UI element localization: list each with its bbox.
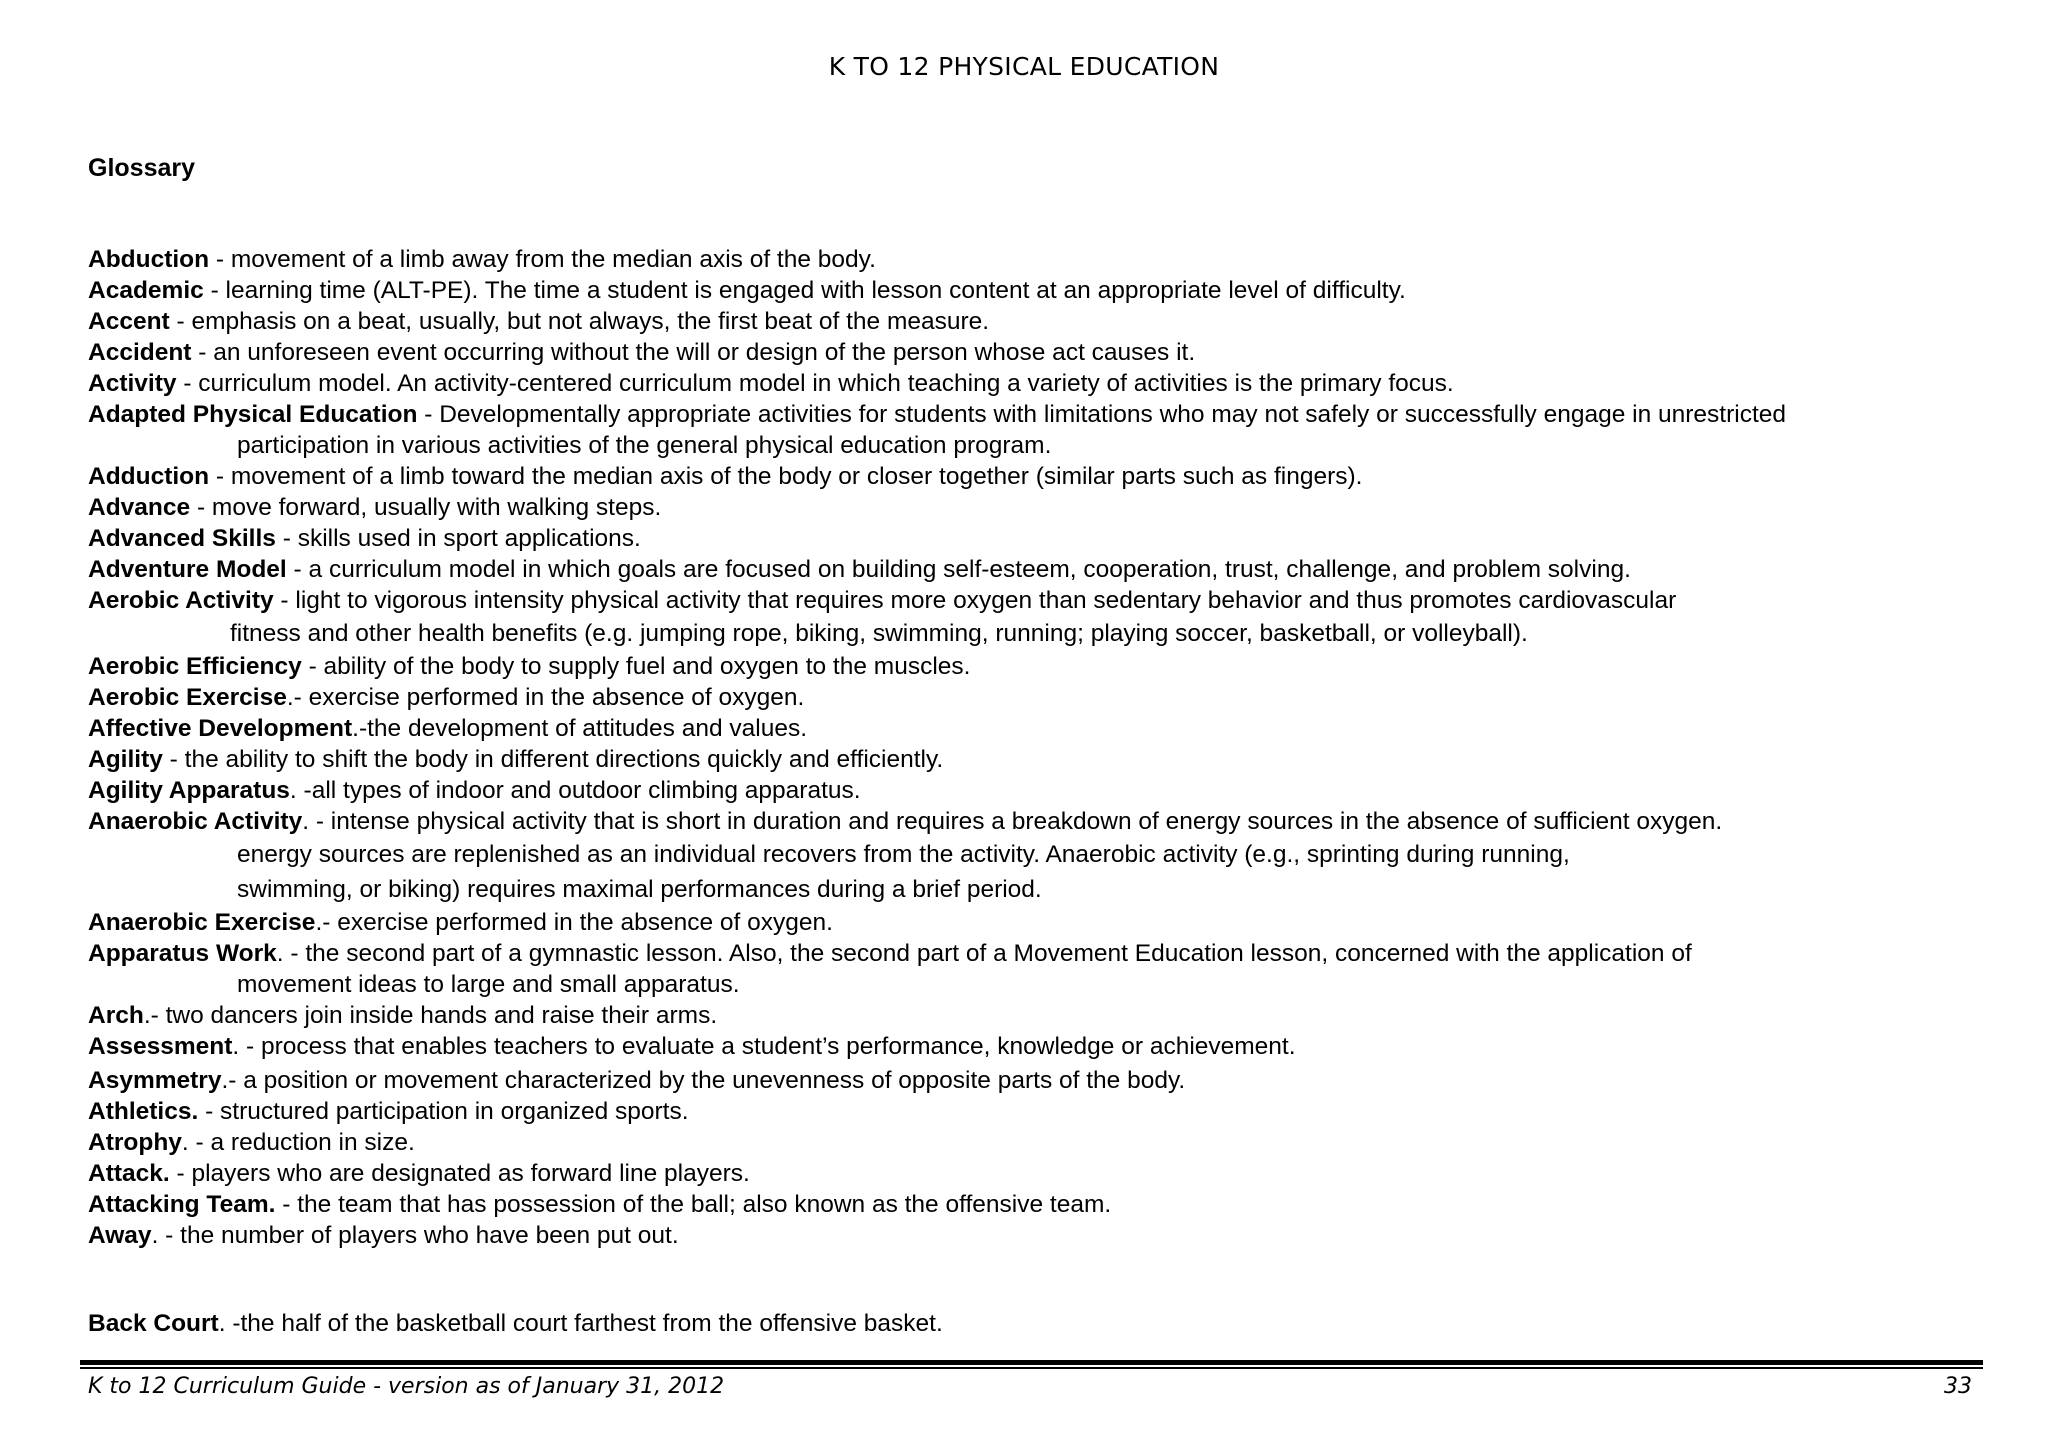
glossary-term: Asymmetry <box>88 1067 222 1094</box>
glossary-definition: - movement of a limb toward the median axis of the body or closer together (similar parts such as fingers). <box>209 463 1363 490</box>
glossary-entry <box>88 1065 1988 1096</box>
glossary-term: Atrophy <box>88 1129 182 1156</box>
glossary-entry <box>88 1096 1988 1127</box>
glossary-definition: - Developmentally appropriate activities for students with limitations who may not safely or successfully engage in unrestricted <box>417 401 1787 428</box>
glossary-definition: . - intense physical activity that is short in duration and requires a breakdown of energy sources in the absence of sufficient oxygen. <box>302 808 1723 835</box>
glossary-term: Anaerobic Activity <box>88 808 303 835</box>
glossary-entry <box>88 306 1988 337</box>
glossary-definition: . -the half of the basketball court farthest from the offensive basket. <box>218 1310 943 1337</box>
glossary-term: Adapted Physical Education <box>88 401 418 428</box>
glossary-term: Arch <box>88 1002 144 1029</box>
glossary-entry <box>88 1220 1988 1251</box>
glossary-term: Away <box>88 1222 152 1249</box>
glossary-entry <box>88 585 1988 616</box>
page-number: 33 <box>1944 1374 1972 1399</box>
glossary-definition: . -all types of indoor and outdoor climbing apparatus. <box>289 777 861 804</box>
glossary-entry <box>88 461 1988 492</box>
glossary-definition-continuation: movement ideas to large and small apparatus. <box>237 971 740 998</box>
glossary-term: Aerobic Efficiency <box>88 653 302 680</box>
glossary-entry <box>88 275 1988 306</box>
glossary-definition: - the ability to shift the body in different directions quickly and efficiently. <box>162 746 944 773</box>
glossary-definition: - move forward, usually with walking steps. <box>190 494 662 521</box>
glossary-definition: - curriculum model. An activity-centered curriculum model in which teaching a variety of activities is the primary focus. <box>176 370 1454 397</box>
glossary-definition: . - process that enables teachers to evaluate a student’s performance, knowledge or achievement. <box>232 1033 1296 1060</box>
glossary-entry <box>88 651 1988 682</box>
glossary-term: Attacking Team. <box>88 1191 276 1218</box>
glossary-term: Activity <box>88 370 177 397</box>
glossary-entry <box>88 938 1988 969</box>
glossary-entry <box>88 368 1988 399</box>
glossary-term: Aerobic Exercise <box>88 684 287 711</box>
footer-guide-version: K to 12 Curriculum Guide - version as of January 31, 2012 <box>88 1374 725 1399</box>
glossary-entry <box>88 744 1988 775</box>
glossary-list <box>88 244 1988 1339</box>
glossary-term: Abduction <box>88 246 210 273</box>
glossary-definition: - the team that has possession of the ball; also known as the offensive team. <box>275 1191 1112 1218</box>
glossary-entry <box>88 244 1988 275</box>
glossary-definition: - learning time (ALT-PE). The time a student is engaged with lesson content at an appropriate level of difficulty. <box>203 277 1406 304</box>
glossary-term: Adduction <box>88 463 210 490</box>
glossary-entry <box>88 1308 1988 1339</box>
glossary-entry <box>88 907 1988 938</box>
glossary-definition: . - the second part of a gymnastic lesson. Also, the second part of a Movement Education lesson, concerned with the application of <box>276 940 1692 967</box>
glossary-definition: - an unforeseen event occurring without the will or design of the person whose act causes it. <box>191 339 1196 366</box>
glossary-entry <box>88 1127 1988 1158</box>
glossary-definition: - a curriculum model in which goals are focused on building self-esteem, cooperation, trust, challenge, and problem solving. <box>286 556 1631 583</box>
glossary-term: Agility Apparatus <box>88 777 290 804</box>
glossary-term: Adventure Model <box>88 556 287 583</box>
glossary-definition: .- two dancers join inside hands and raise their arms. <box>143 1002 718 1029</box>
glossary-definition: . - the number of players who have been put out. <box>151 1222 679 1249</box>
glossary-term: Athletics. <box>88 1098 199 1125</box>
glossary-entry <box>88 492 1988 523</box>
glossary-definition: .- exercise performed in the absence of oxygen. <box>286 684 805 711</box>
glossary-definition: - players who are designated as forward line players. <box>169 1160 750 1187</box>
glossary-entry <box>88 682 1988 713</box>
glossary-definition: - emphasis on a beat, usually, but not always, the first beat of the measure. <box>169 308 990 335</box>
page-header: K TO 12 PHYSICAL EDUCATION <box>828 52 1220 81</box>
section-heading: Glossary <box>88 154 196 182</box>
glossary-entry <box>88 806 1988 837</box>
glossary-entry <box>88 775 1988 806</box>
glossary-term: Accent <box>88 308 170 335</box>
glossary-definition-continuation: energy sources are replenished as an individual recovers from the activity. Anaerobic activity (e.g., sprinting during running, <box>237 841 1570 868</box>
glossary-definition: .- a position or movement characterized by the unevenness of opposite parts of the body. <box>221 1067 1186 1094</box>
glossary-term: Anaerobic Exercise <box>88 909 316 936</box>
glossary-definition: - structured participation in organized sports. <box>198 1098 689 1125</box>
glossary-term: Advance <box>88 494 191 521</box>
glossary-definition: - skills used in sport applications. <box>275 525 641 552</box>
glossary-definition: .-the development of attitudes and values. <box>352 715 808 742</box>
glossary-term: Agility <box>88 746 163 773</box>
glossary-term: Assessment <box>88 1033 233 1060</box>
glossary-term: Aerobic Activity <box>88 587 274 614</box>
glossary-definition-continuation: swimming, or biking) requires maximal performances during a brief period. <box>237 876 1042 903</box>
glossary-definition: - movement of a limb away from the median axis of the body. <box>209 246 876 273</box>
glossary-entry <box>88 1000 1988 1031</box>
glossary-entry <box>88 523 1988 554</box>
glossary-entry <box>88 399 1988 430</box>
glossary-entry <box>88 554 1988 585</box>
glossary-entry <box>88 337 1988 368</box>
glossary-term: Back Court <box>88 1310 219 1337</box>
glossary-definition: . - a reduction in size. <box>181 1129 415 1156</box>
glossary-entry <box>88 1189 1988 1220</box>
glossary-term: Affective Development <box>88 715 353 742</box>
footer-rule-thick <box>80 1360 1983 1365</box>
glossary-entry <box>88 1158 1988 1189</box>
footer-rule-thin <box>80 1367 1983 1369</box>
glossary-term: Advanced Skills <box>88 525 276 552</box>
glossary-definition: .- exercise performed in the absence of oxygen. <box>315 909 833 936</box>
glossary-term: Accident <box>88 339 192 366</box>
glossary-term: Apparatus Work <box>88 940 277 967</box>
glossary-definition-continuation: participation in various activities of the general physical education program. <box>237 432 1052 459</box>
glossary-definition: - ability of the body to supply fuel and oxygen to the muscles. <box>301 653 971 680</box>
glossary-entry <box>88 713 1988 744</box>
glossary-term: Attack. <box>88 1160 170 1187</box>
glossary-definition-continuation: fitness and other health benefits (e.g. jumping rope, biking, swimming, running; playing soccer, basketball, or volleyball). <box>230 620 1528 647</box>
glossary-term: Academic <box>88 277 204 304</box>
glossary-entry <box>88 1031 1988 1062</box>
glossary-definition: - light to vigorous intensity physical activity that requires more oxygen than sedentary behavior and thus promotes cardiovascular <box>273 587 1677 614</box>
